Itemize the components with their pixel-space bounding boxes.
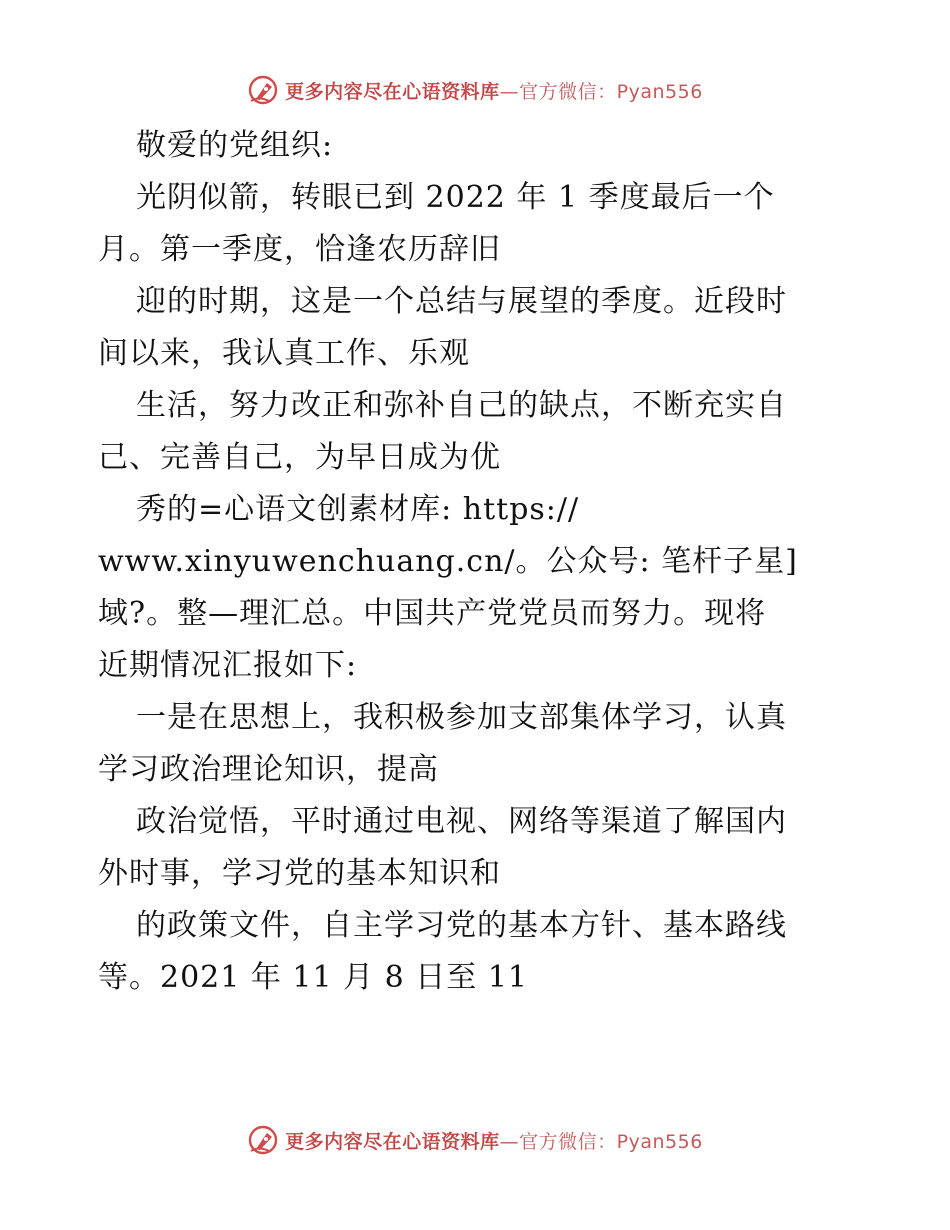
banner-rest: —官方微信：Pyan556 bbox=[499, 1130, 703, 1153]
banner-text bbox=[285, 77, 703, 104]
text-line: 政治觉悟，平时通过电视、网络等渠道了解国内 bbox=[136, 804, 787, 839]
text-line: 学习政治理论知识，提高 bbox=[98, 752, 439, 787]
pen-nib-logo-icon bbox=[247, 1124, 279, 1156]
text-line: 一是在思想上，我积极参加支部集体学习，认真 bbox=[136, 700, 787, 735]
text-line: 的政策文件，自主学习党的基本方针、基本路线 bbox=[136, 908, 787, 943]
banner-text bbox=[285, 1127, 703, 1154]
banner-highlight: 更多内容尽在心语资料库 bbox=[285, 1130, 500, 1153]
text-line: 秀的=心语文创素材库: https:// bbox=[136, 492, 580, 527]
text-line: 月。第一季度，恰逢农历辞旧 bbox=[98, 232, 501, 267]
text-line: 间以来，我认真工作、乐观 bbox=[98, 336, 470, 371]
text-line: 等。2021 年 11 月 8 日至 11 bbox=[98, 960, 528, 995]
text-line: 己、完善自己，为早日成为优 bbox=[98, 440, 501, 475]
pen-nib-logo-icon bbox=[247, 74, 279, 106]
text-line: www.xinyuwenchuang.cn/。公众号: 笔杆子星] bbox=[98, 544, 798, 579]
header-banner bbox=[0, 70, 950, 110]
text-line: 外时事，学习党的基本知识和 bbox=[98, 856, 501, 891]
banner-rest: —官方微信：Pyan556 bbox=[499, 80, 703, 103]
document-body bbox=[98, 120, 858, 1004]
text-line: 近期情况汇报如下: bbox=[98, 648, 358, 683]
text-line: 敬爱的党组织: bbox=[136, 128, 334, 163]
text-line: 光阴似箭，转眼已到 2022 年 1 季度最后一个 bbox=[136, 180, 775, 215]
banner-highlight: 更多内容尽在心语资料库 bbox=[285, 80, 500, 103]
text-line: 迎的时期，这是一个总结与展望的季度。近段时 bbox=[136, 284, 787, 319]
text-line: 生活，努力改正和弥补自己的缺点，不断充实自 bbox=[136, 388, 787, 423]
text-line: 域?。整—理汇总。中国共产党党员而努力。现将 bbox=[98, 596, 767, 631]
footer-banner bbox=[0, 1120, 950, 1160]
